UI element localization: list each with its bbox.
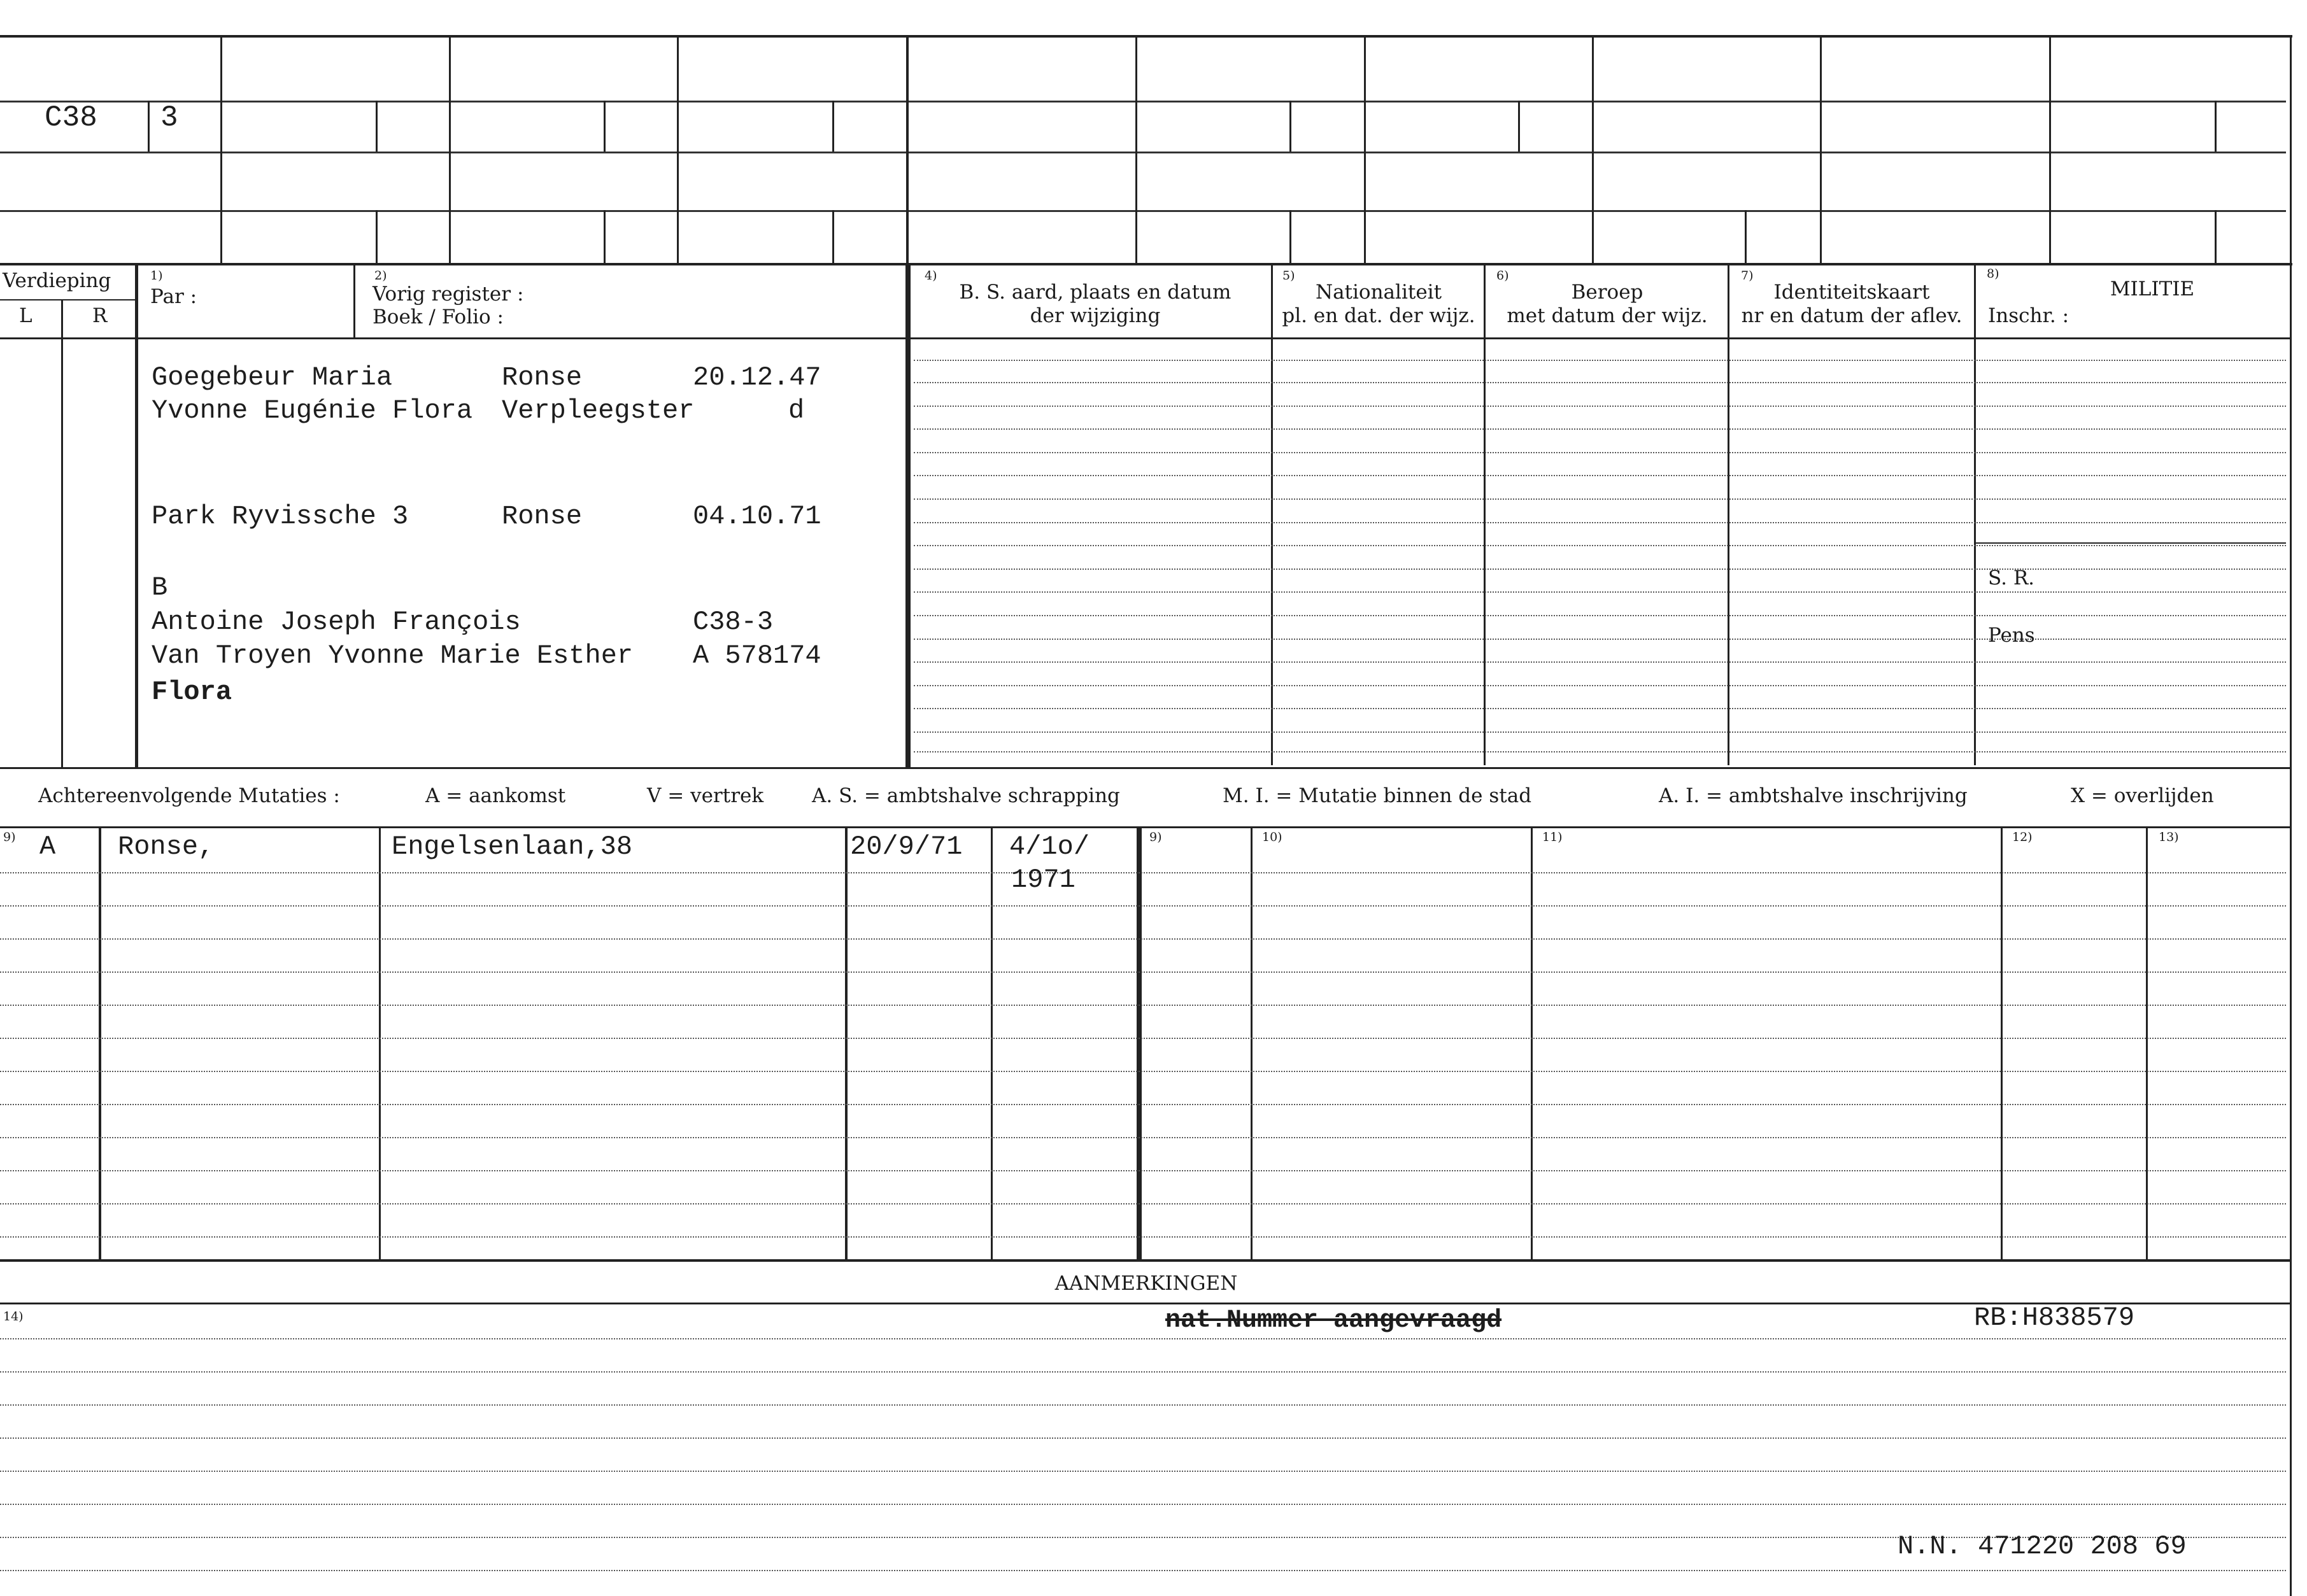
footnote-2: 2) [374, 269, 387, 283]
name-continuation: Flora [152, 677, 232, 707]
birth-date: 20.12.47 [693, 362, 821, 393]
legend-x: X = overlijden [2071, 784, 2214, 807]
sex-marker: d [788, 395, 805, 426]
footnote-10: 10) [1262, 830, 1282, 844]
legend-v: V = vertrek [647, 784, 764, 807]
person-name: Goegebeur Maria [152, 362, 393, 393]
mutation-year: 1971 [1011, 865, 1075, 895]
id-reference: A 578174 [693, 640, 821, 671]
footnote-11: 11) [1542, 830, 1563, 844]
militie-label: MILITIE [2110, 278, 2195, 300]
footnote-9: 9) [3, 830, 16, 844]
footnote-14: 14) [3, 1310, 24, 1324]
legend-as: A. S. = ambtshalve schrapping [812, 784, 1120, 807]
birth-place: Ronse [502, 362, 583, 393]
footnote-1: 1) [150, 269, 163, 283]
nationaliteit-label-1: Nationaliteit [1315, 281, 1442, 304]
register-code: C38 [45, 101, 97, 134]
footnote-12: 12) [2012, 830, 2033, 844]
profession: Verpleegster [502, 395, 695, 426]
footnote-4: 4) [925, 269, 937, 283]
address: Park Ryvissche 3 [152, 501, 409, 532]
vorig-register-label: Vorig register : [373, 283, 524, 306]
pens-label: Pens [1988, 624, 2035, 647]
footnote-13: 13) [2159, 830, 2179, 844]
beroep-label-2: met datum der wijz. [1507, 304, 1708, 327]
column-l: L [19, 304, 32, 327]
register-number: 3 [160, 101, 178, 134]
column-r: R [92, 304, 108, 327]
nationaliteit-label-2: pl. en dat. der wijz. [1282, 304, 1475, 327]
footnote-8: 8) [1987, 267, 1999, 281]
marker-b: B [152, 572, 168, 603]
beroep-label-1: Beroep [1571, 281, 1643, 304]
mutation-date: 20/9/71 [850, 831, 963, 862]
legend-mi: M. I. = Mutatie binnen de stad [1223, 784, 1532, 807]
mother-name: Van Troyen Yvonne Marie Esther [152, 640, 634, 671]
boek-folio-label: Boek / Folio : [373, 306, 504, 328]
footnote-9b: 9) [1149, 830, 1162, 844]
nn-number: N.N. 471220 208 69 [1898, 1531, 2187, 1562]
bs-label-1: B. S. aard, plaats en datum [959, 281, 1232, 304]
footnote-6: 6) [1496, 269, 1509, 283]
mutation-street: Engelsenlaan,38 [392, 831, 633, 862]
bs-label-2: der wijziging [1030, 304, 1161, 327]
mutation-date-registered: 4/1o/ [1009, 831, 1090, 862]
verdieping-label: Verdieping [3, 269, 111, 292]
given-names: Yvonne Eugénie Flora [152, 395, 473, 426]
legend-title: Achtereenvolgende Mutaties : [38, 784, 340, 807]
address-date: 04.10.71 [693, 501, 821, 532]
footnote-7: 7) [1741, 269, 1754, 283]
inschr-label: Inschr. : [1988, 304, 2069, 327]
footnote-5: 5) [1282, 269, 1295, 283]
address-place: Ronse [502, 501, 583, 532]
partner-name: Antoine Joseph François [152, 607, 521, 637]
cross-reference: C38-3 [693, 607, 774, 637]
mutation-town: Ronse, [118, 831, 215, 862]
mutation-type: A [39, 831, 56, 862]
identiteitskaart-label-1: Identiteitskaart [1773, 281, 1930, 304]
par-label: Par : [150, 285, 197, 308]
legend-a: A = aankomst [425, 784, 566, 807]
sr-label: S. R. [1988, 567, 2035, 590]
identiteitskaart-label-2: nr en datum der aflev. [1741, 304, 1963, 327]
legend-ai: A. I. = ambtshalve inschrijving [1659, 784, 1968, 807]
remarks-title: AANMERKINGEN [1054, 1272, 1238, 1295]
struck-remark: nat.Nummer aangevraagd [1165, 1306, 1502, 1335]
rb-number: RB:H838579 [1974, 1303, 2135, 1333]
